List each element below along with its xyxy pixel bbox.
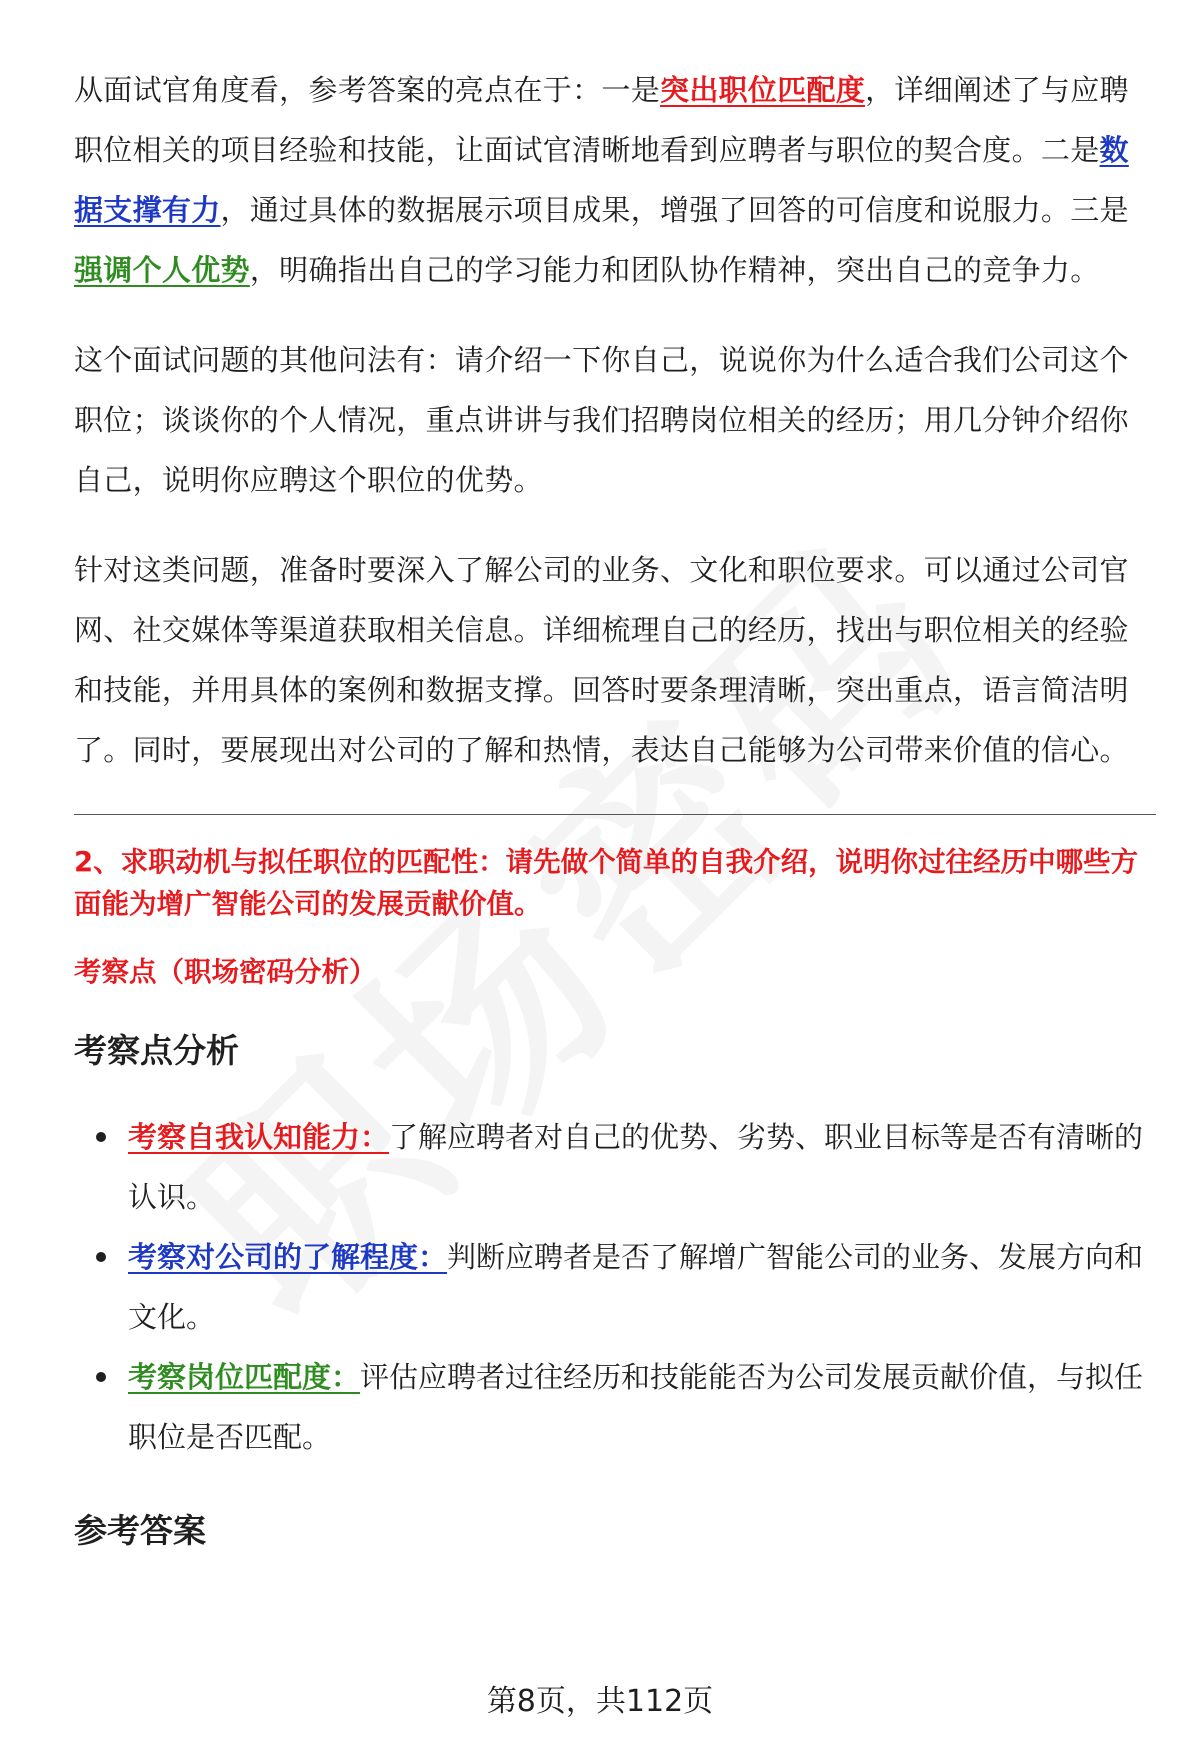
text-run: ，通过具体的数据展示项目成果，增强了回答的可信度和说服力。三是 [220, 193, 1129, 227]
text-run: 从面试官角度看，参考答案的亮点在于：一是 [74, 73, 661, 107]
point-text: 判断应聘者是否了解增广智能公司的业务、发展方向和文化。 [128, 1240, 1144, 1334]
answer-title: 参考答案 [74, 1511, 206, 1550]
analysis-title: 考察点分析 [74, 1031, 239, 1070]
highlight-job-match: 突出职位匹配度 [660, 73, 866, 107]
list-item [74, 1347, 1156, 1467]
section-divider [74, 814, 1156, 815]
point-title: 考察岗位匹配度： [128, 1360, 361, 1394]
exam-point-label: 考察点（职场密码分析） [74, 956, 377, 988]
list-item [74, 1227, 1156, 1347]
document-page [74, 60, 1156, 1587]
page-number: 第8页，共112页 [486, 1684, 714, 1719]
other-phrasings-paragraph: 这个面试问题的其他问法有：请介绍一下你自己，说说你为什么适合我们公司这个职位；谈谈你的个人情况，重点讲讲与我们招聘岗位相关的经历；用几分钟介绍你自己，说明你应聘这个职位的优势。 [74, 343, 1129, 497]
highlight-data-support: 数据支撑有力 [74, 133, 1129, 227]
highlight-personal-strength: 强调个人优势 [74, 253, 250, 287]
bullet-icon [96, 1252, 106, 1262]
exam-points-list [74, 1107, 1156, 1467]
text-run: ，明确指出自己的学习能力和团队协作精神，突出自己的竞争力。 [249, 253, 1100, 287]
question-heading: 2、求职动机与拟任职位的匹配性：请先做个简单的自我介绍，说明你过往经历中哪些方面能为增广智能公司的发展贡献价值。 [74, 846, 1139, 920]
bullet-icon [96, 1132, 106, 1142]
point-title: 考察自我认知能力： [128, 1120, 390, 1154]
highlights-paragraph [74, 60, 1156, 300]
point-text: 评估应聘者过往经历和技能能否为公司发展贡献价值，与拟任职位是否匹配。 [128, 1360, 1144, 1454]
prep-advice-paragraph: 针对这类问题，准备时要深入了解公司的业务、文化和职位要求。可以通过公司官网、社交媒体等渠道获取相关信息。详细梳理自己的经历，找出与职位相关的经验和技能，并用具体的案例和数据支撑。回答时要条理清晰，突出重点，语言简洁明了。同时，要展现出对公司的了解和热情，表达自己能够为公司带来价值的信心。 [74, 553, 1129, 767]
list-item [74, 1107, 1156, 1227]
bullet-icon [96, 1372, 106, 1382]
text-run: ，详细阐述了与应聘职位相关的项目经验和技能，让面试官清晰地看到应聘者与职位的契合度。二是 [74, 73, 1129, 167]
point-text: 了解应聘者对自己的优势、劣势、职业目标等是否有清晰的认识。 [128, 1120, 1144, 1214]
point-title: 考察对公司的了解程度： [128, 1240, 448, 1274]
